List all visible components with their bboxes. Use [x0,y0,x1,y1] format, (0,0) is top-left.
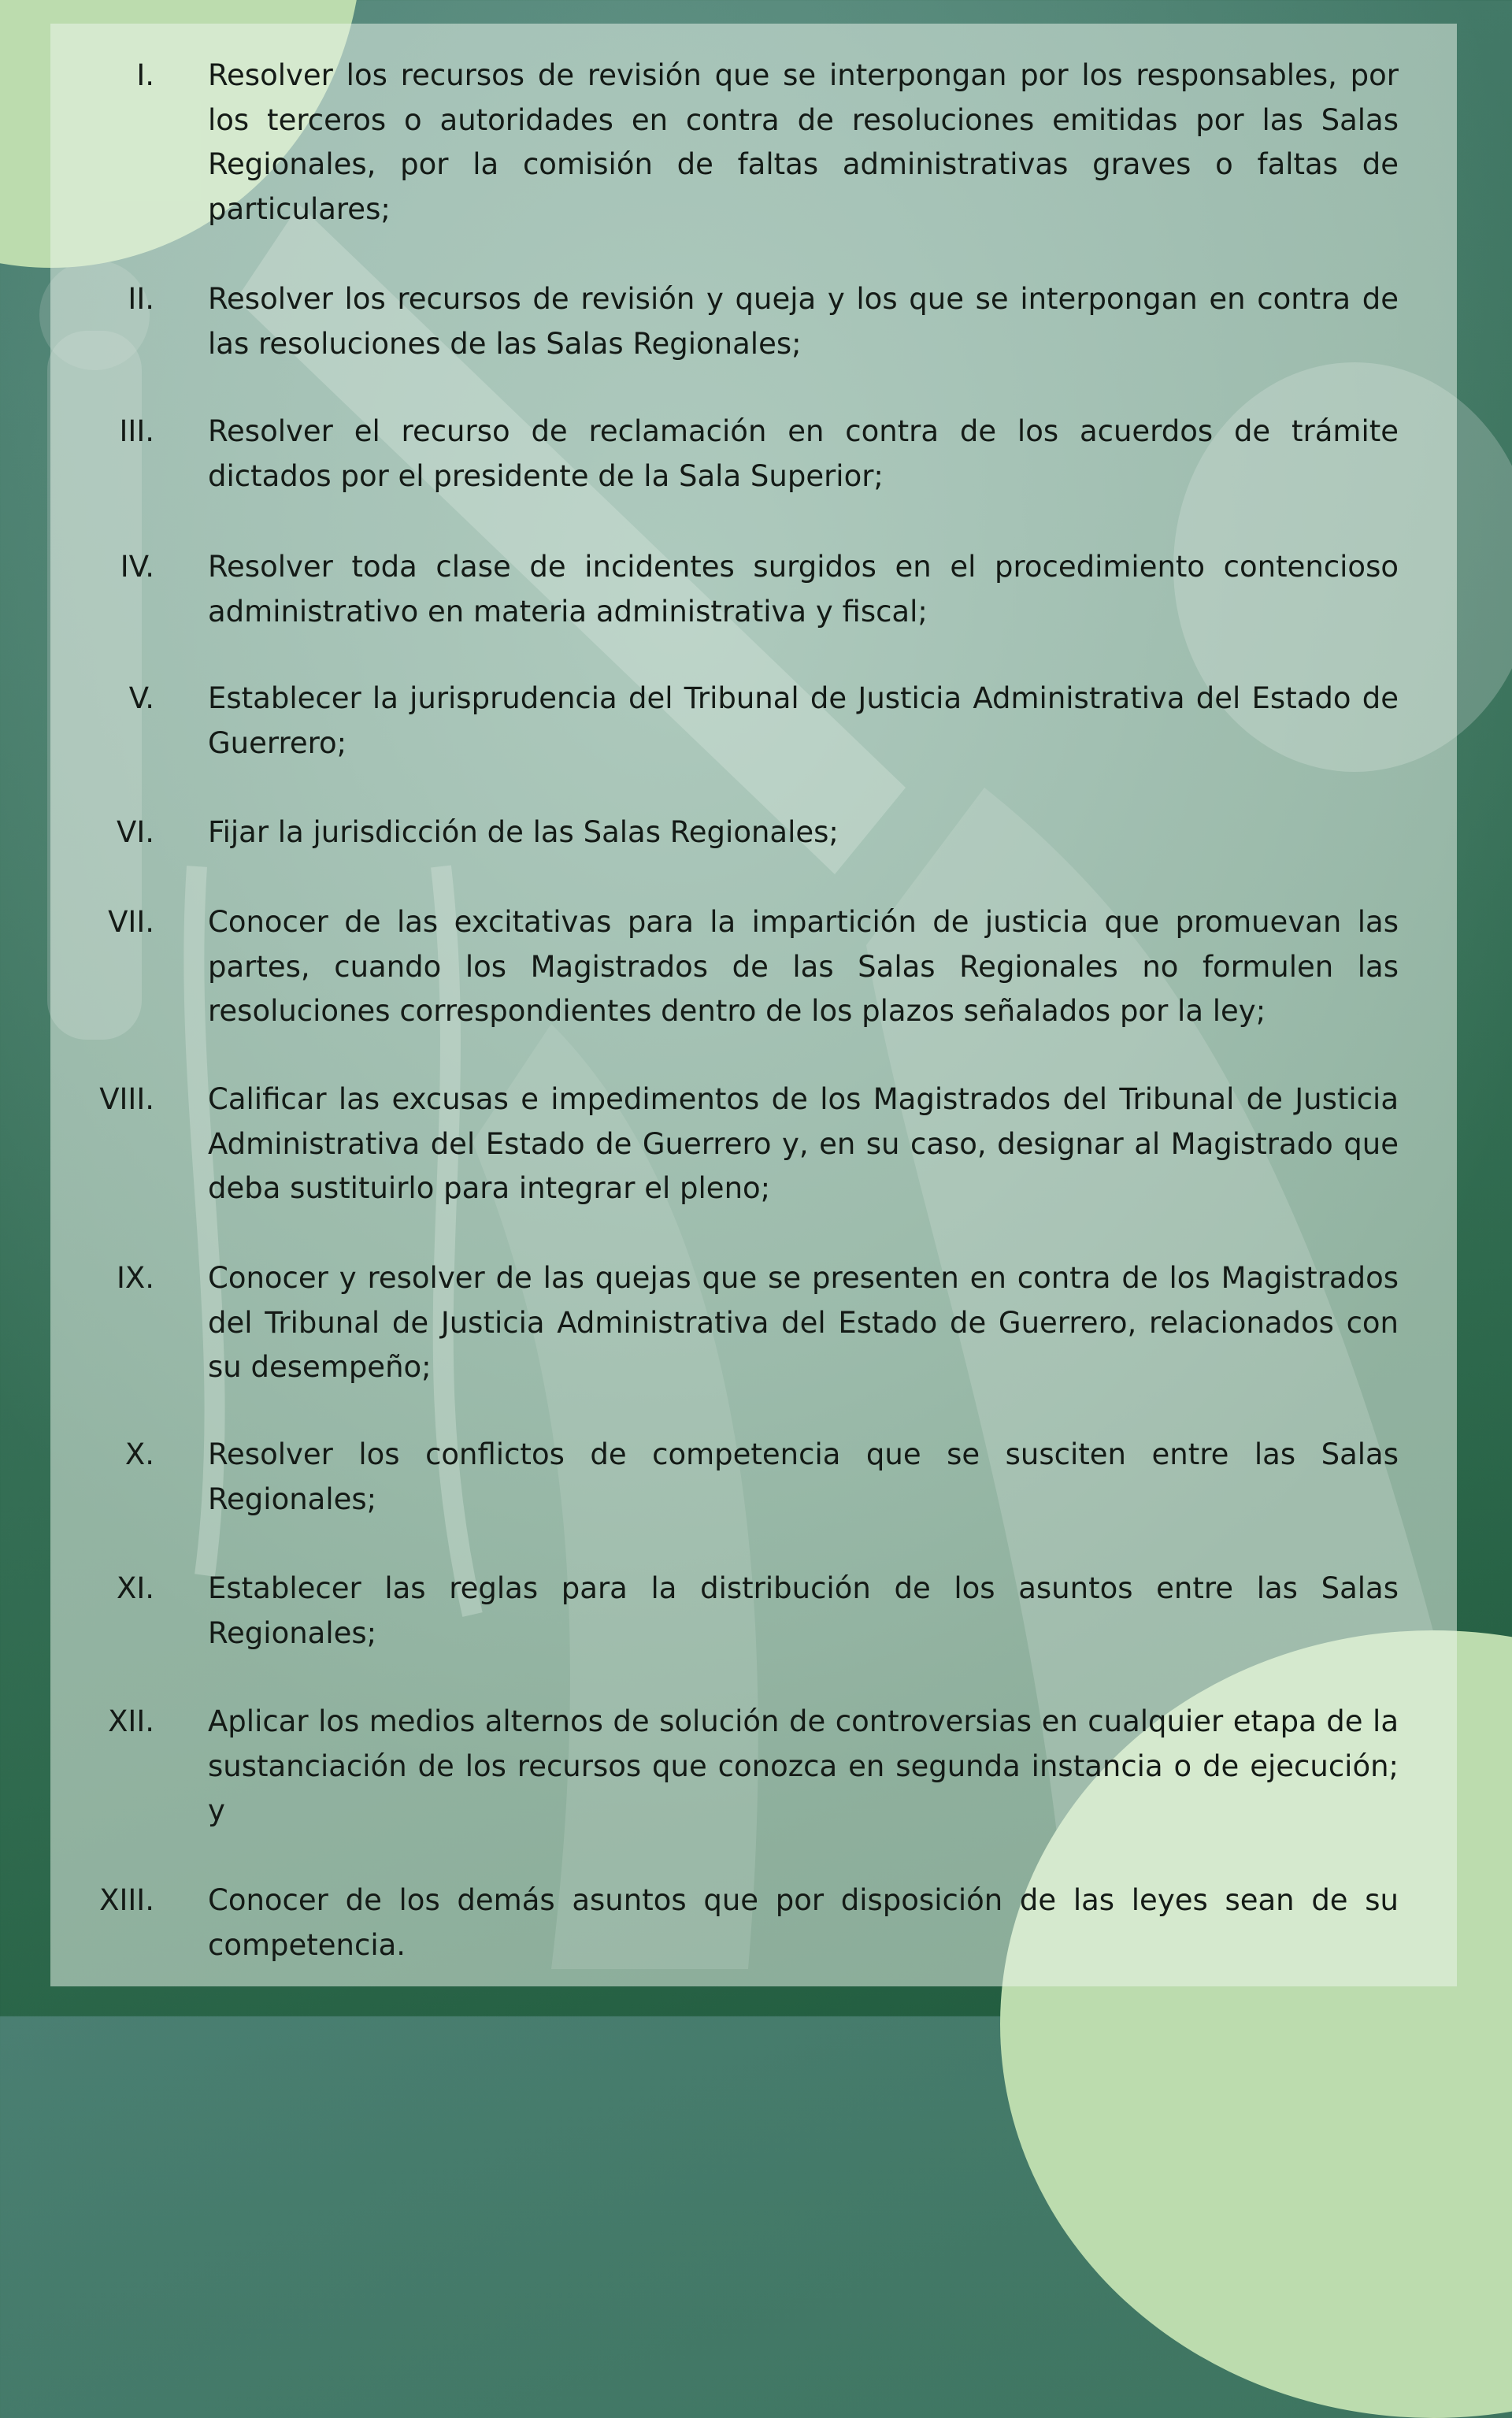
item-number: II. [128,282,154,316]
item-number: VIII. [99,1082,154,1116]
item-number: V. [128,681,154,715]
item-number: IX. [116,1261,154,1295]
item-number: I. [136,58,154,92]
item-text: Establecer las reglas para la distribución de los asuntos entre las Salas Regionales; [208,1571,1399,1650]
item-text: Conocer y resolver de las quejas que se presenten en contra de los Magistrados del Tribunal de Justicia Administrativa del Estado de Guerrero, relacionados con su desempeño; [208,1261,1399,1384]
item-text: Resolver los recursos de revisión y queja y los que se interpongan en contra de las resoluciones de las Salas Regionales; [208,282,1399,361]
item-text: Conocer de las excitativas para la impartición de justicia que promuevan las partes, cuando los Magistrados de las Salas Regionales no formulen las resoluciones correspondientes dentro de los plazos señalados por la ley; [208,905,1399,1028]
item-number: XI. [116,1571,154,1605]
item-text: Fijar la jurisdicción de las Salas Regionales; [208,815,839,849]
attributions-list [50,24,1457,1986]
item-number: X. [124,1437,154,1471]
item-text: Conocer de los demás asuntos que por disposición de las leyes sean de su competencia. [208,1883,1399,1962]
item-text: Establecer la jurisprudencia del Tribunal de Justicia Administrativa del Estado de Guerrero; [208,681,1399,760]
item-number: VI. [117,815,154,849]
item-number: XIII. [99,1883,154,1917]
item-text: Resolver toda clase de incidentes surgidos en el procedimiento contencioso administrativo en materia administrativa y fiscal; [208,550,1399,629]
item-number: III. [119,414,154,448]
item-text: Calificar las excusas e impedimentos de los Magistrados del Tribunal de Justicia Administrativa del Estado de Guerrero y, en su caso, designar al Magistrado que deba sustituirlo para integrar el pleno; [208,1082,1399,1205]
item-number: XII. [108,1704,154,1738]
item-text: Aplicar los medios alternos de solución de controversias en cualquier etapa de la sustanciación de los recursos que conozca en segunda instancia o de ejecución; y [208,1704,1399,1827]
item-number: IV. [120,550,154,584]
item-text: Resolver el recurso de reclamación en contra de los acuerdos de trámite dictados por el presidente de la Sala Superior; [208,414,1399,493]
item-number: VII. [108,905,154,939]
item-text: Resolver los recursos de revisión que se interpongan por los responsables, por los terceros o autoridades en contra de resoluciones emitidas por las Salas Regionales, por la comisión de faltas administrativas graves o faltas de particulares; [208,58,1399,226]
item-text: Resolver los conflictos de competencia que se susciten entre las Salas Regionales; [208,1437,1399,1516]
